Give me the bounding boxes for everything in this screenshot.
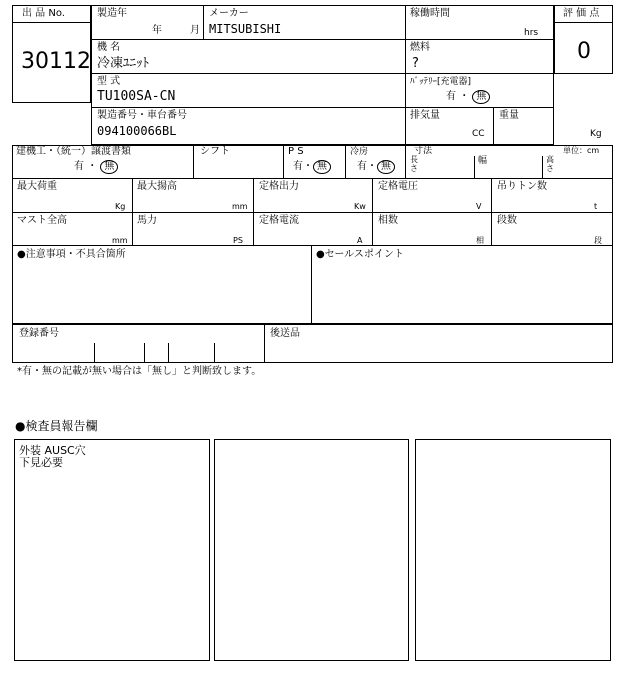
max-lift-unit: mm [232,202,248,211]
width-label: 幅 [478,156,488,166]
rating-label: 評 価 点 [563,8,600,19]
year-suffix: 年 [152,25,162,36]
lot-number: 30112 [21,49,91,74]
height-label: 高 さ [546,155,554,173]
max-load-label: 最大荷重 [17,181,57,192]
hours-unit: hrs [524,28,539,38]
model-name-value: 冷凍ﾕﾆｯﾄ [97,56,150,71]
rated-output-label: 定格出力 [259,181,299,192]
cooler-yes-no [357,160,395,174]
caution-label: ●注意事項・不具合箇所 [17,249,126,260]
battery-yes-no [446,90,490,104]
divider [203,5,204,39]
battery-no-circled: 無 [472,90,490,104]
rated-voltage-unit: V [476,202,482,211]
divider [214,343,215,363]
footnote: *有・無の記載が無い場合は「無し」と判断致します。 [17,366,262,377]
rated-voltage-label: 定格電圧 [378,181,418,192]
rated-current-unit: A [357,236,363,245]
maker-label: メーカー [209,8,249,19]
divider [542,156,543,178]
mfg-year-label: 製造年 [97,8,127,19]
cooler-yes: 有 [357,161,367,172]
divider [193,145,194,178]
divider [372,178,373,246]
shipping-label: 後送品 [270,328,300,339]
divider [12,22,91,23]
divider [491,178,492,246]
ps-yes-no [293,160,331,174]
unit-note: 単位：cm [563,146,600,155]
report-line-2: 下見必要 [19,456,63,469]
divider [283,145,284,178]
ps-dot: ・ [303,161,313,172]
weight-unit: Kg [590,129,602,139]
ps-yes: 有 [293,161,303,172]
kenki-label: 建機工・（統一）譲渡書類 [16,146,131,157]
battery-yes: 有 [446,91,456,102]
ps-label: P S [288,146,304,157]
divider [554,22,613,23]
divider [132,178,133,246]
divider [91,107,554,108]
divider [345,145,346,178]
registration-label: 登録番号 [19,328,59,339]
cooler-no-circled: 無 [377,160,395,174]
displacement-unit: CC [472,129,485,139]
type-label: 型 式 [97,76,121,87]
divider [168,343,169,363]
inspector-box-3 [415,439,611,661]
cooler-dot: ・ [367,161,377,172]
cooler-label: 冷房 [350,147,369,157]
month-suffix: 月 [190,25,200,36]
dims-label: 寸法 [414,146,433,156]
max-load-unit: Kg [115,202,126,211]
length-label: 長 さ [410,155,418,173]
maker-value: MITSUBISHI [209,22,282,36]
phase-label: 相数 [378,215,398,226]
rating-value: 0 [577,39,591,64]
serial-value: 094100066BL [97,124,177,138]
divider [493,107,494,145]
ps-no-circled: 無 [313,160,331,174]
divider [91,73,554,74]
divider [405,145,406,178]
divider [12,212,613,213]
displacement-label: 排気量 [410,110,440,121]
divider [12,178,613,179]
rated-current-label: 定格電流 [259,215,299,226]
inspector-box-1 [14,439,210,661]
inspector-title: ●検査員報告欄 [15,419,98,433]
shift-label: シフト [200,146,230,157]
mast-label: マスト全高 [17,215,67,226]
fuel-label: 燃料 [410,42,430,53]
stages-unit: 段 [594,236,602,245]
kenki-dot: ・ [87,161,98,172]
hoist-unit: t [594,202,598,211]
type-value: TU100SA-CN [97,89,176,104]
lot-number-label: 出 品 No. [22,8,65,19]
hp-label: 馬力 [137,215,157,226]
divider [474,156,475,178]
divider [144,343,145,363]
divider [253,178,254,246]
kenki-yes-no [74,160,118,174]
report-line-1: 外装 AUSC穴 [19,444,86,457]
divider [264,324,265,363]
phase-unit: 相 [476,236,484,245]
divider [311,246,312,324]
registration-table [12,324,613,363]
sales-point-label: ●セールスポイント [316,249,404,260]
rated-output-unit: Kw [354,202,366,211]
serial-label: 製造番号・車台番号 [97,110,187,121]
divider [91,39,554,40]
hours-label: 稼働時間 [410,8,450,19]
kenki-no-circled: 無 [100,160,118,174]
max-lift-label: 最大揚高 [137,181,177,192]
hp-unit: PS [233,236,243,245]
stages-label: 段数 [497,215,517,226]
kenki-yes: 有 [74,161,84,172]
model-name-label: 機 名 [97,42,121,53]
battery-label: ﾊﾞｯﾃﾘｰ[充電器] [410,77,472,87]
divider [94,343,95,363]
hoist-label: 吊りトン数 [497,181,547,192]
inspector-box-2 [214,439,409,661]
divider [405,5,406,145]
battery-dot: ・ [459,91,470,102]
mast-unit: mm [112,236,128,245]
weight-label: 重量 [499,110,519,121]
fuel-value: ? [412,56,419,71]
